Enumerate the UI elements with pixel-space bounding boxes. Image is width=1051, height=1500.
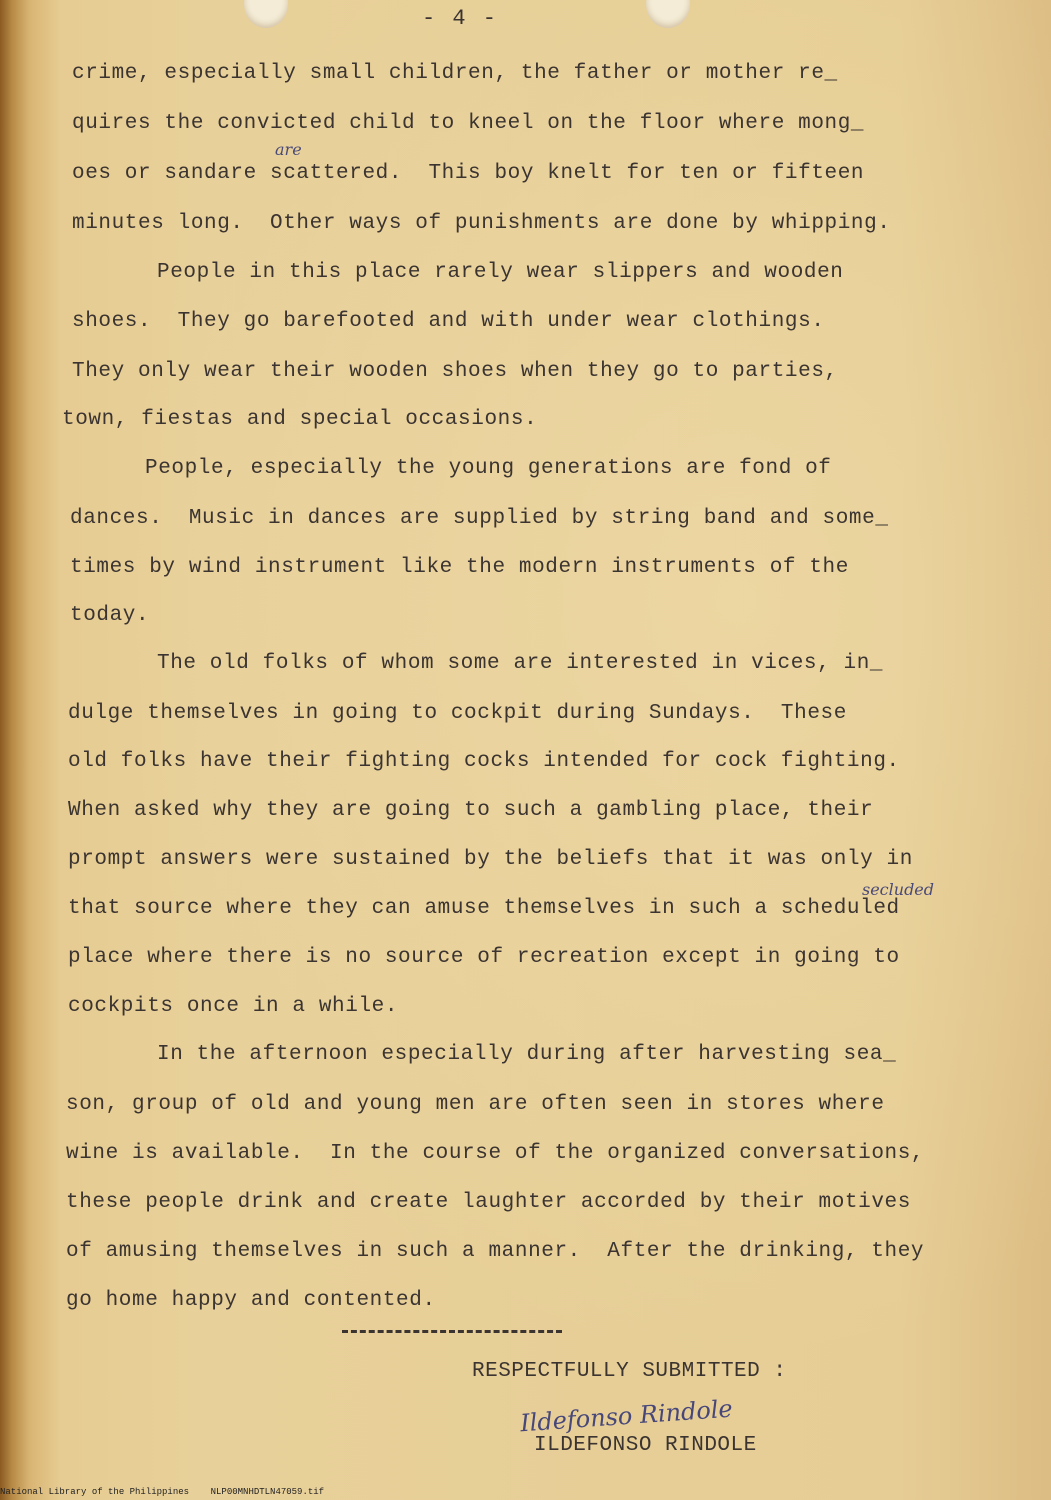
page-number: - 4 - [421,6,498,31]
text-line: wine is available. In the course of the organized conversations, [66,1142,925,1165]
punch-hole [244,0,288,28]
text-line: minutes long. Other ways of punishments are done by whipping. [72,212,891,235]
text-line: go home happy and contented. [66,1289,436,1312]
text-line: that source where they can amuse themselves in such a scheduled [68,897,900,920]
text-line: of amusing themselves in such a manner. After the drinking, they [66,1240,925,1263]
text-line: dances. Music in dances are supplied by string band and some_ [70,507,889,530]
text-line: crime, especially small children, the father or mother re_ [72,62,838,85]
text-line: oes or sandare scattered. This boy knelt for ten or fifteen [72,162,865,185]
punch-hole [646,0,690,28]
text-line: times by wind instrument like the modern instruments of the [70,556,849,579]
text-line: cockpits once in a while. [68,995,399,1018]
text-line: People, especially the young generations are fond of [145,457,832,480]
text-line: People in this place rarely wear slippers and wooden [157,261,844,284]
text-line: town, fiestas and special occasions. [62,408,538,431]
text-line: The old folks of whom some are interested in vices, in_ [157,652,884,675]
text-line: son, group of old and young men are often seen in stores where [66,1093,885,1116]
signer-name: ILDEFONSO RINDOLE [534,1434,757,1457]
text-line: place where there is no source of recreation except in going to [68,946,900,969]
text-line: They only wear their wooden shoes when they go to parties, [72,360,838,383]
section-divider [342,1330,562,1333]
handwritten-correction: secluded [862,880,935,899]
text-line: dulge themselves in going to cockpit during Sundays. These [68,702,847,725]
text-line: prompt answers were sustained by the beliefs that it was only in [68,848,913,871]
text-line: In the afternoon especially during after harvesting sea_ [157,1043,897,1066]
text-line: today. [70,604,150,627]
archive-footer: National Library of the Philippines NLP00MNHDTLN47059.tif [0,1487,325,1497]
text-line: shoes. They go barefooted and with under wear clothings. [72,310,825,333]
closing-line: RESPECTFULLY SUBMITTED : [472,1360,787,1383]
handwritten-signature: Ildefonso Rindole [519,1394,734,1438]
text-line: old folks have their fighting cocks intended for cock fighting. [68,750,900,773]
text-line: quires the convicted child to kneel on the floor where mong_ [72,112,865,135]
text-line: these people drink and create laughter accorded by their motives [66,1191,911,1214]
handwritten-insertion: are [275,140,302,159]
text-line: When asked why they are going to such a gambling place, their [68,799,874,822]
